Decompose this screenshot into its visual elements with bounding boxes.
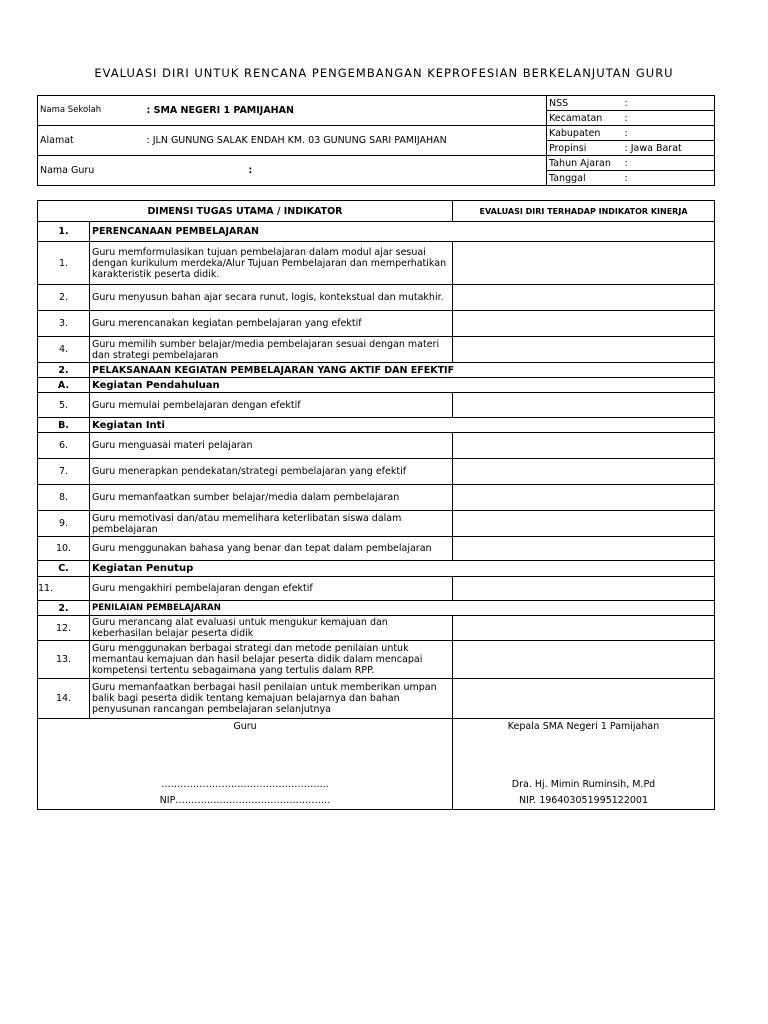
- identity-table: [37, 95, 715, 186]
- evaluation-cell[interactable]: [453, 337, 715, 363]
- row-number: 14.: [38, 679, 90, 719]
- value-nama-guru: :: [145, 156, 547, 186]
- evaluation-table: [37, 200, 715, 810]
- evaluation-cell[interactable]: [453, 242, 715, 285]
- value-nss: :: [623, 96, 715, 111]
- row-number: 4.: [38, 337, 90, 363]
- value-kecamatan: :: [623, 111, 715, 126]
- row-number: 13.: [38, 641, 90, 679]
- signature-guru: [38, 719, 453, 810]
- evaluation-cell[interactable]: [453, 485, 715, 511]
- indicator-text: Guru memformulasikan tujuan pembelajaran dalam modul ajar sesuai dengan kurikulum merdeka/Alur Tujuan Pembelajaran dan memperhatikan karakteristik peserta didik.: [90, 242, 453, 285]
- indicator-text: Guru menyusun bahan ajar secara runut, logis, kontekstual dan mutakhir.: [90, 285, 453, 311]
- indicator-text: Guru menguasai materi pelajaran: [90, 433, 453, 459]
- indicator-text: Guru menerapkan pendekatan/strategi pembelajaran yang efektif: [90, 459, 453, 485]
- indicator-text: Guru merancang alat evaluasi untuk mengukur kemajuan dan keberhasilan belajar peserta didik: [90, 616, 453, 641]
- row-number: 2.: [38, 285, 90, 311]
- signature-kepala-nip: NIP. 196403051995122001: [519, 795, 649, 806]
- section-number: 2.: [38, 363, 90, 378]
- indicator-text: Guru menggunakan berbagai strategi dan metode penilaian untuk memantau kemajuan dan hasil belajar peserta didik dalam mencapai kompetensi tertentu sebagaimana yang tertulis dalam RPP.: [90, 641, 453, 679]
- subsection-letter: B.: [38, 418, 90, 433]
- indicator-text: Guru memotivasi dan/atau memelihara keterlibatan siswa dalam pembelajaran: [90, 511, 453, 537]
- subsection-title-inti: Kegiatan Inti: [90, 418, 715, 433]
- indicator-text: Guru memilih sumber belajar/media pembelajaran sesuai dengan materi dan strategi pembelajaran: [90, 337, 453, 363]
- document-title: EVALUASI DIRI UNTUK RENCANA PENGEMBANGAN KEPROFESIAN BERKELANJUTAN GURU: [94, 66, 674, 80]
- value-tahun-ajaran: :: [623, 156, 715, 171]
- section-title-penilaian: PENILAIAN PEMBELAJARAN: [90, 601, 453, 616]
- evaluation-cell[interactable]: [453, 433, 715, 459]
- evaluation-cell[interactable]: [453, 311, 715, 337]
- label-nss: NSS: [547, 96, 623, 111]
- evaluation-cell[interactable]: [453, 537, 715, 561]
- label-alamat: Alamat: [38, 126, 145, 156]
- signature-guru-line: ……………………………………………..: [161, 779, 329, 790]
- row-number: 8.: [38, 485, 90, 511]
- value-tanggal: :: [623, 171, 715, 186]
- section-number: 2.: [38, 601, 90, 616]
- subsection-letter: C.: [38, 561, 90, 577]
- row-number: 5.: [38, 393, 90, 418]
- value-kabupaten: :: [623, 126, 715, 141]
- row-number: 12.: [38, 616, 90, 641]
- row-number: 1.: [38, 242, 90, 285]
- row-number: 7.: [38, 459, 90, 485]
- signature-kepala-role: Kepala SMA Negeri 1 Pamijahan: [507, 721, 660, 732]
- value-propinsi: : Jawa Barat: [623, 141, 715, 156]
- value-alamat: : JLN GUNUNG SALAK ENDAH KM. 03 GUNUNG SARI PAMIJAHAN: [145, 126, 547, 156]
- section-title-perencanaan: PERENCANAAN PEMBELAJARAN: [90, 222, 715, 242]
- subsection-title-pendahuluan: Kegiatan Pendahuluan: [90, 378, 715, 393]
- column-header-dimensi: DIMENSI TUGAS UTAMA / INDIKATOR: [38, 201, 453, 222]
- evaluation-cell[interactable]: [453, 511, 715, 537]
- indicator-text: Guru merencanakan kegiatan pembelajaran yang efektif: [90, 311, 453, 337]
- signature-guru-nip: NIP………………………………………….: [159, 795, 331, 806]
- signature-kepala-name: Dra. Hj. Mimin Ruminsih, M.Pd: [511, 779, 656, 790]
- section-title-pelaksanaan: PELAKSANAAN KEGIATAN PEMBELAJARAN YANG AKTIF DAN EFEKTIF: [90, 363, 715, 378]
- evaluation-cell[interactable]: [453, 616, 715, 641]
- indicator-text: Guru memanfaatkan sumber belajar/media dalam pembelajaran: [90, 485, 453, 511]
- section-number: 1.: [38, 222, 90, 242]
- label-tahun-ajaran: Tahun Ajaran: [547, 156, 623, 171]
- evaluation-cell[interactable]: [453, 679, 715, 719]
- row-number: 6.: [38, 433, 90, 459]
- label-nama-sekolah: Nama Sekolah: [38, 96, 145, 126]
- label-kabupaten: Kabupaten: [547, 126, 623, 141]
- indicator-text: Guru mengakhiri pembelajaran dengan efektif: [90, 577, 453, 601]
- label-propinsi: Propinsi: [547, 141, 623, 156]
- label-nama-guru: Nama Guru: [38, 156, 145, 186]
- row-number: 3.: [38, 311, 90, 337]
- indicator-text: Guru memanfaatkan berbagai hasil penilaian untuk memberikan umpan balik bagi peserta didik tentang kemajuan belajarnya dan bahan penyusunan rancangan pembelajaran selanjutnya: [90, 679, 453, 719]
- indicator-text: Guru menggunakan bahasa yang benar dan tepat dalam pembelajaran: [90, 537, 453, 561]
- signature-guru-role: Guru: [233, 721, 257, 732]
- subsection-letter: A.: [38, 378, 90, 393]
- label-tanggal: Tanggal: [547, 171, 623, 186]
- blank-cell: [453, 601, 715, 616]
- label-kecamatan: Kecamatan: [547, 111, 623, 126]
- row-number: 10.: [38, 537, 90, 561]
- column-header-evaluasi: EVALUASI DIRI TERHADAP INDIKATOR KINERJA: [453, 201, 715, 222]
- evaluation-cell[interactable]: [453, 641, 715, 679]
- indicator-text: Guru memulai pembelajaran dengan efektif: [90, 393, 453, 418]
- evaluation-cell[interactable]: [453, 459, 715, 485]
- evaluation-cell[interactable]: [453, 285, 715, 311]
- evaluation-cell[interactable]: [453, 577, 715, 601]
- subsection-title-penutup: Kegiatan Penutup: [90, 561, 715, 577]
- value-nama-sekolah: : SMA NEGERI 1 PAMIJAHAN: [145, 96, 547, 126]
- evaluation-cell[interactable]: [453, 393, 715, 418]
- row-number: 9.: [38, 511, 90, 537]
- signature-kepala: [453, 719, 715, 810]
- row-number: 11.: [38, 577, 90, 601]
